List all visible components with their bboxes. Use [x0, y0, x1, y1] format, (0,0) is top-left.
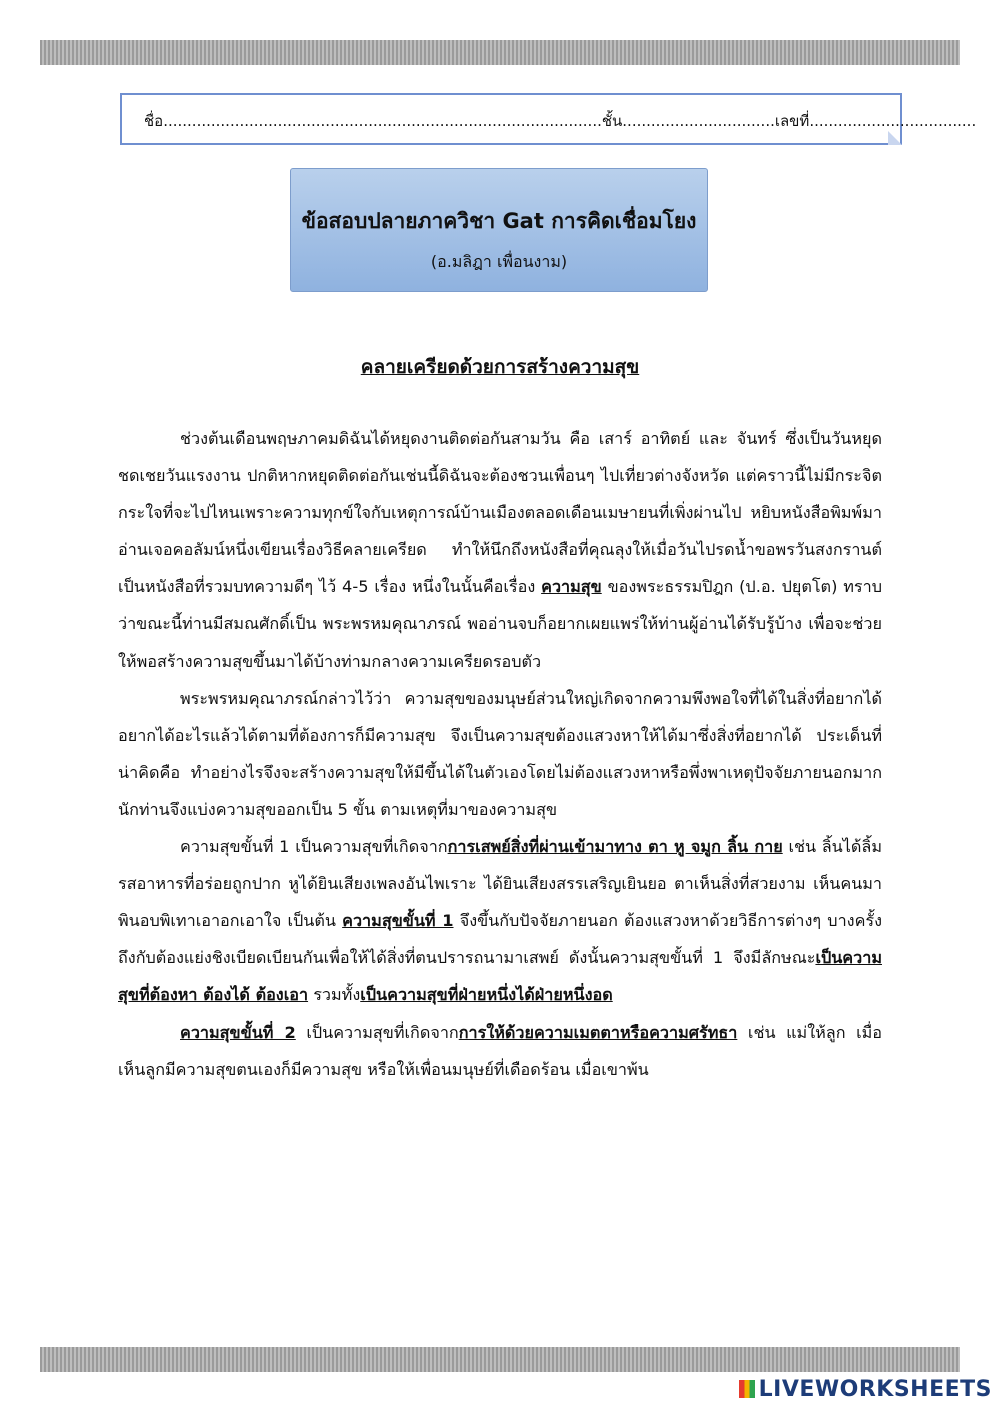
- paragraph-3-text-b: เช่น ลิ้นได้ลิ้มรสอาหารที่อร่อยถูกปาก หูได้ยินเสียงเพลงอันไพเราะ ได้ยินเสียงสรรเสริญเยินยอ ตาเห็นสิ่งที่สวยงาม เห็นคนมาพินอบพิเทาเอาอกเอาใจ เป็นต้น: [118, 837, 882, 931]
- paragraph-4: [118, 1014, 882, 1088]
- folded-corner: [888, 131, 902, 145]
- paragraph-3-emphasis-2: ความสุขขั้นที่ 1: [342, 911, 454, 931]
- exam-title: ข้อสอบปลายภาควิชา Gat การคิดเชื่อมโยง: [301, 209, 697, 233]
- liveworksheets-brand[interactable]: [739, 1377, 992, 1402]
- teacher-name: (อ.มลิฎา เพื่อนงาม): [430, 252, 568, 271]
- bottom-border-strip: [40, 1347, 960, 1372]
- top-border-strip: [40, 40, 960, 65]
- student-info-line: ชื่อ............................................................................................ชั้น................................เลขที่...................................: [144, 112, 977, 130]
- paragraph-4-emphasis-2: การให้ด้วยความเมตตาหรือความศรัทธา: [458, 1022, 738, 1042]
- article-heading: คลายเครียดด้วยการสร้างความสุข: [360, 356, 640, 378]
- paragraph-3-emphasis-1: การเสพย์สิ่งที่ผ่านเข้ามาทาง ตา หู จมูก ลิ้น กาย: [447, 837, 783, 857]
- paragraph-2: พระพรหมคุณาภรณ์กล่าวไว้ว่า ความสุขของมนุษย์ส่วนใหญ่เกิดจากความพึงพอใจที่ได้ในสิ่งที่อยากได้อยากได้อะไรแล้วได้ตามที่ต้องการก็มีความสุข จึงเป็นความสุขต้องแสวงหาให้ได้มาซึ่งสิ่งที่อยากได้ ประเด็นที่น่าคิดคือ ทำอย่างไรจึงจะสร้างความสุขให้มีขึ้นได้ในตัวเองโดยไม่ต้องแสวงหาหรือพึ่งพาเหตุปัจจัยภายนอกมากนักท่านจึงแบ่งความสุขออกเป็น 5 ขั้น ตามเหตุที่มาของความสุข: [118, 688, 882, 819]
- paragraph-4-text-b: เช่น แม่ให้ลูก เมื่อเห็นลูกมีความสุขตนเองก็มีความสุข หรือให้เพื่อนมนุษย์ที่เดือดร้อน เมื่อเขาพ้น: [118, 1022, 882, 1079]
- article-body: [118, 420, 882, 1088]
- paragraph-4-text-a: เป็นความสุขที่เกิดจาก: [295, 1022, 459, 1042]
- student-info-box: [120, 93, 977, 145]
- paragraph-3-text-a: ความสุขขั้นที่ 1 เป็นความสุขที่เกิดจาก: [180, 837, 448, 857]
- liveworksheets-logo-icon: [739, 1380, 755, 1398]
- paragraph-3-emphasis-3: เป็นความสุขที่ต้องหา ต้องได้ ต้องเอา: [118, 948, 882, 1005]
- paragraph-1-emphasis: ความสุข: [541, 577, 602, 597]
- paragraph-3-text-c: จึงขึ้นกับปัจจัยภายนอก ต้องแสวงหาด้วยวิธีการต่างๆ บางครั้งถึงกับต้องแย่งชิงเบียดเบียนกันเพื่อให้ได้สิ่งที่ตนปรารถนามาเสพย์ ดังนั้นความสุขขั้นที่ 1 จึงมีลักษณะ: [118, 911, 882, 968]
- paragraph-1-text-b: ของพระธรรมปิฎก (ป.อ. ปยุตโต) ทราบว่าขณะนี้ท่านมีสมณศักดิ์เป็น พระพรหมคุณาภรณ์ พออ่านจบก็อยากเผยแพร่ให้ท่านผู้อ่านได้รับรู้บ้าง เพื่อจะช่วยให้พอสร้างความสุขขึ้นมาได้บ้างท่ามกลางความเครียดรอบตัว: [118, 577, 882, 671]
- paragraph-3: [118, 828, 882, 1013]
- paragraph-1: [118, 420, 882, 680]
- paragraph-3-text-d: รวมทั้ง: [308, 985, 361, 1005]
- exam-title-box: [290, 168, 708, 292]
- brand-text: LIVEWORKSHEETS: [758, 1377, 992, 1402]
- paragraph-1-text-a: ช่วงต้นเดือนพฤษภาคมดิฉันได้หยุดงานติดต่อกันสามวัน คือ เสาร์ อาทิตย์ และ จันทร์ ซึ่งเป็นวันหยุดชดเชยวันแรงงาน ปกติหากหยุดติดต่อกันเช่นนี้ดิฉันจะต้องชวนเพื่อนๆ ไปเที่ยวต่างจังหวัด แต่คราวนี้ไม่มีกระจิตกระใจที่จะไปไหนเพราะความทุกข์ใจกับเหตุการณ์บ้านเมืองตลอดเดือนเมษายนที่เพิ่งผ่านไป หยิบหนังสือพิมพ์มาอ่านเจอคอลัมน์หนึ่งเขียนเรื่องวิธีคลายเครียด ทำให้นึกถึงหนังสือที่คุณลุงให้เมื่อวันไปรดน้ำขอพรวันสงกรานต์ เป็นหนังสือที่รวมบทความดีๆ ไว้ 4-5 เรื่อง หนึ่งในนั้นคือเรื่อง: [118, 429, 882, 597]
- paragraph-3-emphasis-4: เป็นความสุขที่ฝ่ายหนึ่งได้ฝ่ายหนึ่งอด: [360, 985, 613, 1005]
- paragraph-4-emphasis-1: ความสุขขั้นที่ 2: [180, 1022, 296, 1042]
